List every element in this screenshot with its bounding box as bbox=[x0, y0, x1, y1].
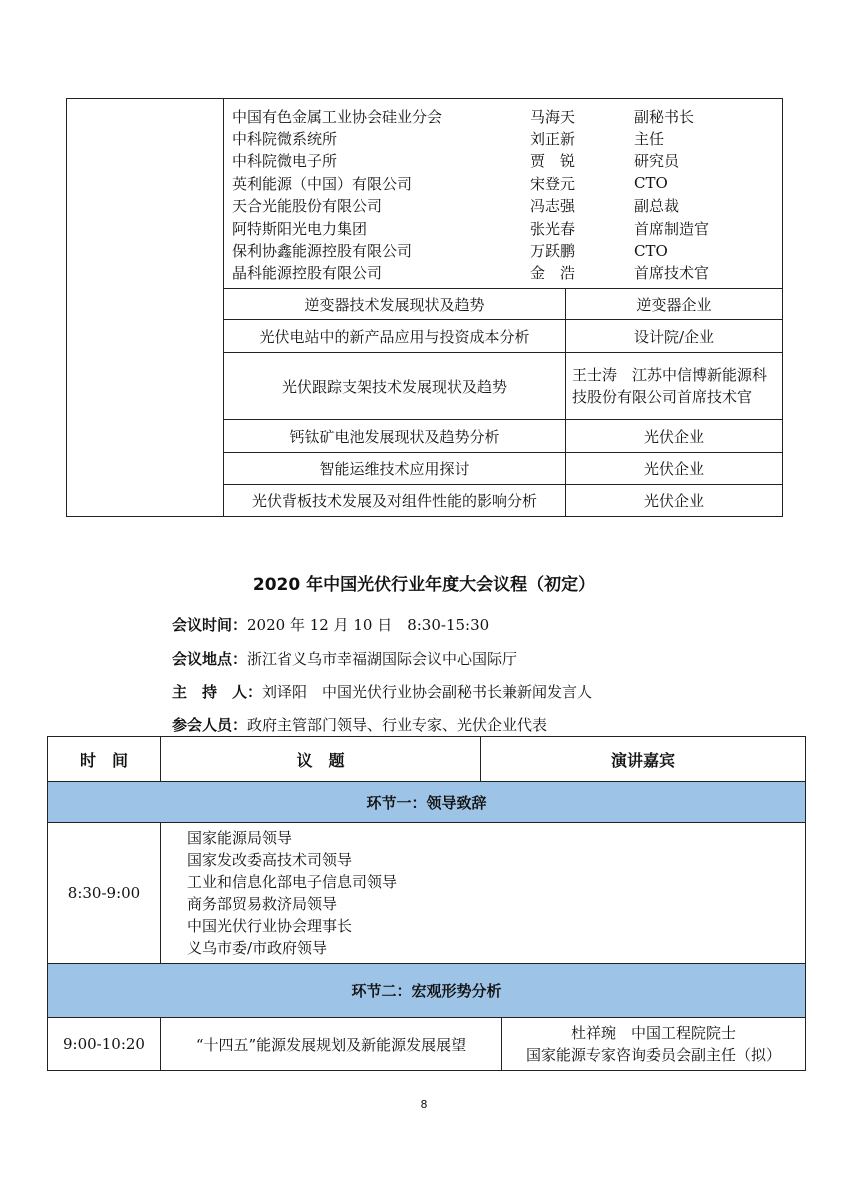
speaker-cell: 逆变器企业 bbox=[566, 289, 783, 320]
section-2-time: 9:00-10:20 bbox=[48, 1018, 161, 1071]
header-topic: 议 题 bbox=[161, 737, 481, 782]
org-line: 中科院微电子所 贾 锐 研究员 bbox=[232, 152, 680, 171]
meeting-place: 会议地点：浙江省义乌市幸福湖国际会议中心国际厅 bbox=[172, 650, 518, 668]
section-1-time: 8:30-9:00 bbox=[48, 823, 161, 964]
topic-cell: 光伏电站中的新产品应用与投资成本分析 bbox=[224, 320, 566, 353]
page-number: 8 bbox=[420, 1098, 428, 1111]
meeting-time: 会议时间：2020 年 12 月 10 日 8:30-15:30 bbox=[172, 616, 490, 634]
section-1-leaders bbox=[161, 823, 806, 964]
org-line: 中国有色金属工业协会硅业分会 马海天 副秘书长 bbox=[232, 107, 695, 126]
org-line: 天合光能股份有限公司 冯志强 副总裁 bbox=[232, 197, 680, 216]
speaker-cell: 王士涛 江苏中信博新能源科技股份有限公司首席技术官 bbox=[566, 353, 783, 420]
speaker-cell: 光伏企业 bbox=[566, 453, 783, 485]
section-1-heading: 环节一：领导致辞 bbox=[48, 782, 806, 823]
speaker-cell: 设计院/企业 bbox=[566, 320, 783, 353]
speaker-org-list bbox=[224, 99, 783, 289]
agenda-title: 2020 年中国光伏行业年度大会议程（初定） bbox=[252, 575, 596, 595]
empty-time-cell bbox=[67, 99, 224, 517]
topic-cell: 光伏跟踪支架技术发展现状及趋势 bbox=[224, 353, 566, 420]
topic-cell: 光伏背板技术发展及对组件性能的影响分析 bbox=[224, 485, 566, 517]
leader-item: 国家能源局领导 bbox=[187, 829, 293, 847]
previous-agenda-table bbox=[66, 98, 783, 517]
section-2-content bbox=[161, 1018, 806, 1071]
org-line: 晶科能源控股有限公司 金 浩 首席技术官 bbox=[232, 264, 710, 283]
speaker-line: 国家能源专家咨询委员会副主任（拟） bbox=[525, 1046, 781, 1064]
topic-cell: 逆变器技术发展现状及趋势 bbox=[224, 289, 566, 320]
section-2-speaker bbox=[501, 1018, 805, 1070]
org-line: 英利能源（中国）有限公司 宋登元 CTO bbox=[232, 174, 668, 193]
meeting-host: 主 持 人：刘译阳 中国光伏行业协会副秘书长兼新闻发言人 bbox=[172, 683, 593, 701]
section-2-topic: “十四五”能源发展规划及新能源发展展望 bbox=[195, 1035, 467, 1054]
leader-item: 义乌市委/市政府领导 bbox=[187, 939, 328, 957]
speaker-line: 杜祥琬 中国工程院院士 bbox=[570, 1024, 736, 1042]
org-line: 阿特斯阳光电力集团 张光春 首席制造官 bbox=[232, 219, 710, 238]
org-line: 中科院微系统所 刘正新 主任 bbox=[232, 130, 665, 149]
header-time: 时 间 bbox=[48, 737, 161, 782]
leader-item: 工业和信息化部电子信息司领导 bbox=[187, 873, 398, 891]
leader-item: 国家发改委高技术司领导 bbox=[187, 851, 353, 869]
topic-cell: 钙钛矿电池发展现状及趋势分析 bbox=[224, 420, 566, 453]
speaker-cell: 光伏企业 bbox=[566, 485, 783, 517]
agenda-table bbox=[47, 736, 806, 1071]
leader-item: 中国光伏行业协会理事长 bbox=[187, 917, 353, 935]
topic-cell: 智能运维技术应用探讨 bbox=[224, 453, 566, 485]
header-speaker: 演讲嘉宾 bbox=[481, 737, 806, 782]
leader-item: 商务部贸易救济局领导 bbox=[187, 895, 338, 913]
speaker-cell: 光伏企业 bbox=[566, 420, 783, 453]
section-2-heading: 环节二：宏观形势分析 bbox=[48, 964, 806, 1018]
org-line: 保利协鑫能源控股有限公司 万跃鹏 CTO bbox=[232, 241, 668, 261]
meeting-attendees: 参会人员：政府主管部门领导、行业专家、光伏企业代表 bbox=[172, 716, 548, 734]
